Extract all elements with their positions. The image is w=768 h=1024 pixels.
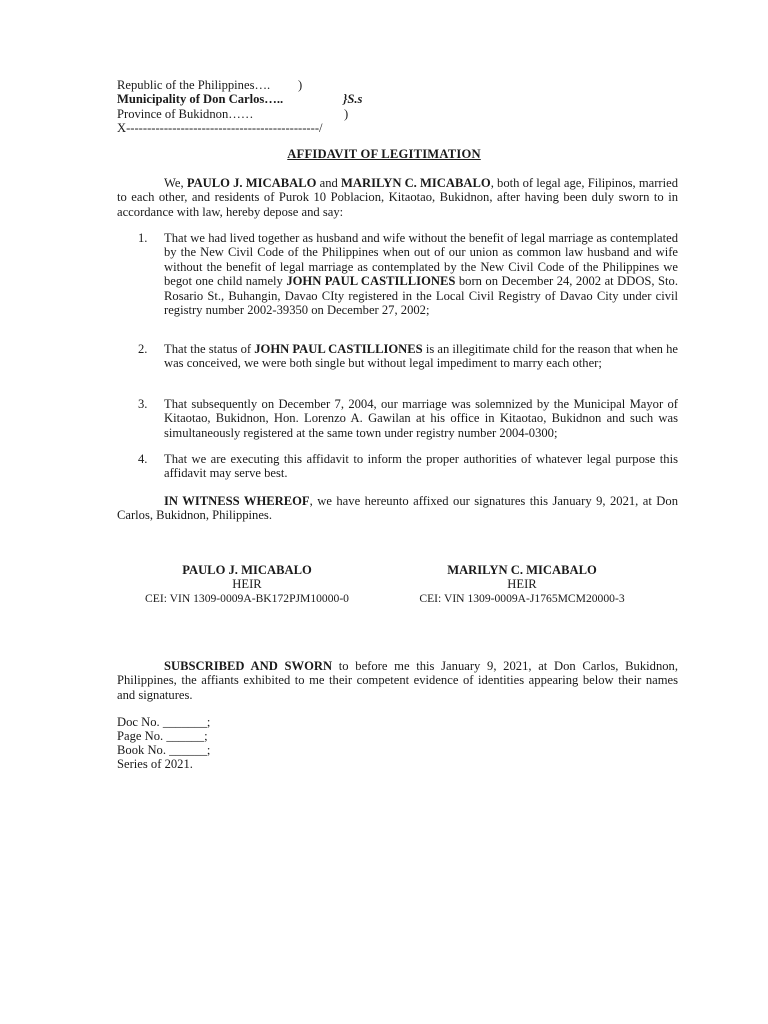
signatory-cei: CEI: VIN 1309-0009A-J1765MCM20000-3 xyxy=(419,591,625,605)
jurat-paragraph xyxy=(117,659,678,702)
witness-heading: IN WITNESS WHEREOF xyxy=(164,494,310,508)
venue-municipality-label: Municipality of Don Carlos….. xyxy=(117,92,284,106)
item-2-text-post: is an illegitimate child for the reason that when he was conceived, we were both single but without legal impediment to marry each other; xyxy=(164,342,678,371)
intro-name-marilyn: MARILYN C. MICABALO xyxy=(341,176,491,190)
registry-book-no: Book No. ______; xyxy=(117,743,211,757)
list-item-text xyxy=(164,342,678,371)
item-1-text-post: born on December 24, 2002 at DDOS, Sto. Rosario St., Buhangin, Davao CIty registered in the Local Civil Registry of Davao City under civil registry number 2002-39350 on December 27, 2002; xyxy=(164,274,678,318)
witness-paragraph xyxy=(117,494,678,523)
witness-text: , we have hereunto affixed our signatures this January 9, 2021, at Don Carlos, Bukidnon, Philippines. xyxy=(117,494,678,523)
venue-separator: X----------------------------------------------/ xyxy=(117,121,323,135)
list-item-number: 1. xyxy=(138,231,148,245)
signatory-cei: CEI: VIN 1309-0009A-BK172PJM10000-0 xyxy=(145,591,349,605)
list-item-number: 2. xyxy=(138,342,148,356)
venue-province-label: Province of Bukidnon…… xyxy=(117,107,254,121)
intro-we: We, xyxy=(164,176,187,190)
item-4-text: That we are executing this affidavit to inform the proper authorities of whatever legal purpose this affidavit may serve best. xyxy=(164,452,678,481)
venue-republic-label: Republic of the Philippines…. xyxy=(117,78,271,92)
signatory-marilyn xyxy=(393,563,651,606)
jurat-text: to before me this January 9, 2021, at Don Carlos, Bukidnon, Philippines, the affiants exhibited to me their competent evidence of identities appearing below their names and signatures. xyxy=(117,659,678,702)
signatory-role: HEIR xyxy=(507,577,537,592)
signatory-paulo xyxy=(127,563,367,606)
venue-municipality-bracket: }S.s xyxy=(343,92,363,106)
intro-name-paulo: PAULO J. MICABALO xyxy=(186,176,317,190)
intro-and: and xyxy=(316,176,341,190)
item-2-child-name: JOHN PAUL CASTILLIONES xyxy=(254,342,423,356)
item-1-child-name: JOHN PAUL CASTILLIONES xyxy=(286,274,456,289)
venue-republic-bracket: ) xyxy=(298,78,303,92)
venue-province-bracket: ) xyxy=(344,107,349,121)
item-1-text-pre: That we had lived together as husband and wife without the benefit of legal marriage as contemplated by the New Civil Code of the Philippines when out of our union as common law husband and wife without the benefit of legal marriage as contemplated by the New Civil Code of the Philippines we begot one child namely xyxy=(164,231,678,289)
document-title: AFFIDAVIT OF LEGITIMATION xyxy=(287,147,481,161)
intro-rest: , both of legal age, Filipinos, married to each other, and residents of Purok 10 Poblacion, Kitaotao, Bukidnon, after having been duly sworn to in accordance with law, hereby depose and say: xyxy=(117,176,679,219)
registry-doc-no: Doc No. _______; xyxy=(117,715,211,729)
list-item-text xyxy=(164,397,678,440)
list-item-number: 4. xyxy=(138,452,148,466)
list-item-text xyxy=(164,452,678,481)
signatory-role: HEIR xyxy=(232,577,262,592)
intro-paragraph xyxy=(117,176,678,219)
item-3-text: That subsequently on December 7, 2004, our marriage was solemnized by the Municipal Mayor of Kitaotao, Bukidnon, Hon. Lorenzo A. Gawilan at his office in Kitaotao, Bukidnon and such was simultaneously registered at the same town under registry number 2004-0300; xyxy=(164,397,678,440)
signatory-name: PAULO J. MICABALO xyxy=(182,563,312,577)
jurat-heading: SUBSCRIBED AND SWORN xyxy=(164,659,333,673)
list-item-number: 3. xyxy=(138,397,148,411)
list-item-text xyxy=(164,231,678,317)
registry-series: Series of 2021. xyxy=(117,757,193,771)
signatory-name: MARILYN C. MICABALO xyxy=(447,563,597,577)
item-2-text-pre: That the status of xyxy=(164,342,255,356)
registry-page-no: Page No. ______; xyxy=(117,729,208,743)
